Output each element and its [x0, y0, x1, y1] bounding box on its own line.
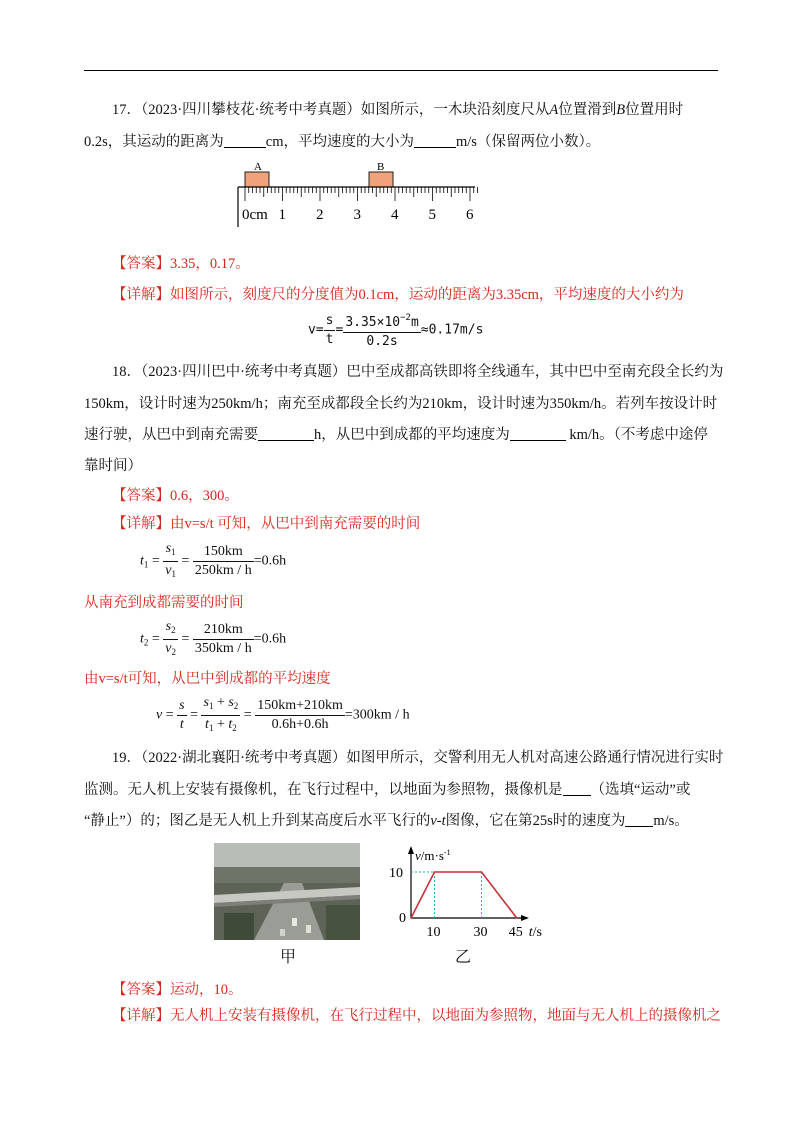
ruler-number: 3	[353, 207, 361, 223]
block-a	[245, 172, 269, 187]
ruler-numbers	[242, 207, 474, 223]
vt-chart	[365, 840, 540, 940]
x-tick-label: 30	[473, 925, 488, 940]
data-point	[516, 917, 518, 919]
ruler-number: 4	[391, 207, 399, 223]
y-axis-label	[415, 848, 451, 863]
q17-detail: 【详解】如图所示，刻度尺的分度值为0.1cm，运动的距离为3.35cm，平均速度的大小约为	[112, 287, 684, 303]
q18-answer: 【答案】0.6，300。	[112, 488, 239, 504]
ruler-number: 2	[316, 207, 324, 223]
x-axis-label	[529, 925, 542, 940]
x-axis-unit: /s	[532, 925, 542, 940]
q19-line3: “静止”）的；图乙是无人机上升到某高度后水平飞行的v-t图像，它在第25s时的速度为 m/s。	[84, 813, 689, 829]
y-tick-label: 10	[389, 866, 403, 881]
y-axis-var: v	[415, 848, 421, 863]
y-axis-unit: /m·s	[420, 848, 444, 863]
q17-equation: v= $\frac{s}{t}$ = $\frac{3.35\times 10^{-2}m}{0.2s}$ ≈0.17m/s	[308, 309, 483, 351]
q18-equation3: v = $\frac{s}{t}$ = $\frac{s_1 + s_2}{t_1 + t_2}$ = $\frac{150km+210km}{0.6h+0.6h}$ =300km / h	[156, 695, 410, 733]
ruler-number: 6	[466, 207, 474, 223]
q19-line1: 19．（2022·湖北襄阳·统考中考真题）如图甲所示，交警利用无人机对高速公路通行情况进行实时	[112, 750, 724, 766]
y-axis-exp: -1	[443, 848, 451, 857]
answer-blank[interactable]	[224, 133, 266, 148]
q19-detail: 【详解】无人机上安装有摄像机，在飞行过程中，以地面为参照物，地面与无人机上的摄像机之	[112, 1008, 721, 1024]
q17-line1: 17．（2023·四川攀枝花·统考中考真题）如图所示，一木块沿刻度尺从A位置滑到B位置用时	[112, 102, 684, 118]
data-point	[410, 917, 412, 919]
ruler-number: 1	[278, 207, 286, 223]
q18-line2: 150km，设计时速为250km/h；南充至成都段全长约为210km，设计时速为350km/h。若列车按设计时	[84, 396, 718, 412]
answer-blank[interactable]	[258, 426, 314, 441]
ruler-ticks	[245, 187, 478, 201]
q18-equation1: $t_1$ = $\frac{s_1}{v_1}$ = $\frac{150km}{250km / h}$ =0.6h	[140, 541, 287, 579]
q19-answer: 【答案】运动，10。	[112, 982, 243, 998]
q18-line1: 18．（2023·四川巴中·统考中考真题）巴中至成都高铁即将全线通车，其中巴中至南充段全长约为	[112, 364, 724, 380]
block-b-label: B	[377, 161, 385, 173]
x-tick-label: 10	[426, 925, 441, 940]
q17-answer: 【答案】3.35，0.17。	[112, 256, 250, 272]
caption-yi: 乙	[455, 949, 472, 966]
highway-photo-drawing	[214, 843, 360, 940]
caption-jia: 甲	[280, 949, 297, 966]
q17-line2: 0.2s，其运动的距离为 cm，平均速度的大小为 m/s（保留两位小数）。	[84, 134, 601, 150]
highway-photo	[214, 843, 360, 940]
ruler-figure	[230, 161, 485, 235]
data-point	[434, 871, 436, 873]
q18-equation2: $t_2$ = $\frac{s_2}{v_2}$ = $\frac{210km}{350km / h}$ =0.6h	[140, 619, 287, 657]
answer-blank[interactable]	[414, 133, 456, 148]
q18-line3: 速行驶，从巴中到南充需要 h，从巴中到成都的平均速度为 km/h。（不考虑中途停	[84, 427, 708, 443]
data-point	[481, 871, 483, 873]
answer-blank[interactable]	[625, 812, 653, 827]
block-b	[369, 172, 393, 187]
answer-blank[interactable]	[510, 426, 566, 441]
series-line	[411, 872, 517, 918]
origin-label: 0	[399, 911, 406, 926]
x-axis-arrow	[521, 915, 529, 921]
q18-detail3: 由v=s/t可知，从巴中到成都的平均速度	[84, 671, 331, 687]
top-rule	[84, 70, 718, 71]
q18-detail1: 【详解】由v=s/t 可知，从巴中到南充需要的时间	[112, 516, 421, 532]
block-a-label: A	[254, 161, 262, 173]
q19-line2: 监测。无人机上安装有摄像机，在飞行过程中，以地面为参照物，摄像机是 （选填“运动”或	[84, 782, 691, 798]
ruler-number: 0cm	[242, 207, 268, 223]
x-tick-label: 45	[508, 925, 523, 940]
ruler-number: 5	[428, 207, 436, 223]
answer-blank[interactable]	[563, 781, 591, 796]
q18-detail2: 从南充到成都需要的时间	[84, 595, 244, 611]
x-axis-var: t	[528, 925, 533, 940]
y-axis-arrow	[408, 846, 414, 854]
q18-line4: 靠时间）	[84, 458, 142, 474]
